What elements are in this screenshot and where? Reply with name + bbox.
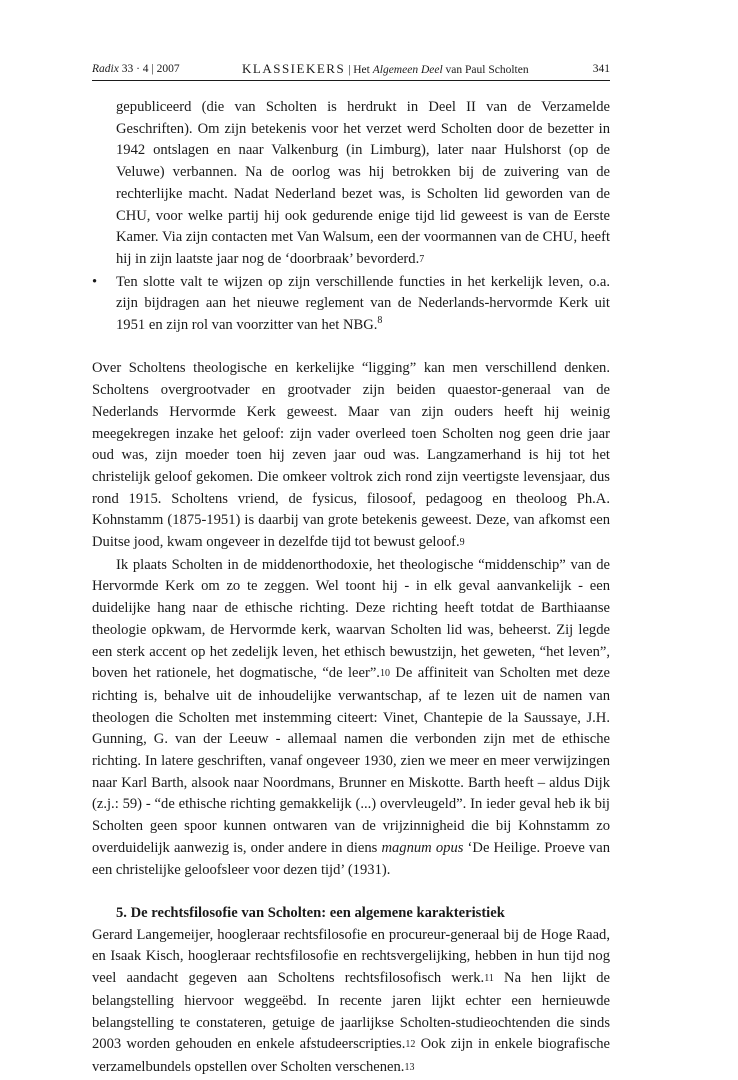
footnote-ref: 11 — [484, 973, 494, 985]
spacer — [92, 881, 610, 903]
spacer — [92, 337, 610, 359]
title-separator: | — [348, 64, 351, 76]
bullet-text — [116, 97, 610, 272]
footnote-ref: 13 — [404, 1061, 415, 1073]
paragraph-text: Ik plaats Scholten in de middenorthodoxie, het theologische “middenschip” van de Hervormde Kerk om zo te zeggen. Wel toont hij - in elk geval aanvankelijk - een duidelijke hang naar de ethische richting. Deze richting heeft totdat de Barthiaanse theologie opkwam, de Hervormde kerk, waarvan Scholten lid was, beheerst. Zij legde een sterk accent op het zedelijk leven, het ethisch bewustzijn, het geweten, “het leven”, boven het rationele, het dogmatische, “de leer”. — [92, 556, 610, 682]
bullet-item — [92, 272, 610, 337]
bullet-item — [92, 97, 610, 272]
paragraph — [92, 358, 610, 554]
article-title-prefix: Het — [353, 64, 370, 76]
paragraph-text: Over Scholtens theologische en kerkelijke “ligging” kan men verschillend denken. Scholtens overgrootvader en grootvader zijn beiden quaestor-generaal van de Nederlands Hervormde Kerk geweest. Maar van zijn ouders heeft hij weinig meegekregen inzake het geloof: zijn vader overleed toen Scholten nog geen drie jaar oud was, zijn moeder toen hij zeven jaar oud was. Langzamerhand is hij tot het christelijk geloof gekomen. Die omkeer voltrok zich rond zijn veertigste levensjaar, dus rond 1915. Scholtens vriend, de fysicus, filosoof, pedagoog en theoloog Ph.A. Kohnstamm (1875-1951) is daarbij van grote betekenis geweest. Deze, van afkomst een Duitse jood, kwam ongeveer in dezelfde tijd tot bewust geloof. — [92, 360, 610, 551]
bullet-text — [116, 272, 610, 337]
journal-issue: 33 · 4 | 2007 — [121, 63, 180, 75]
paragraph-text: Gerard Langemeijer, hoogleraar rechtsfilosofie en procureur-generaal bij de Hoge Raad, en Isaak Kisch, hoogleraar rechtsfilosofie en rechtsvergelijking, hebben in hun tijd nog veel aandacht gegeven aan Scholtens rechtsfilosofisch werk. — [92, 926, 610, 987]
header-rule — [92, 80, 610, 81]
footnote-ref: 9 — [459, 537, 465, 549]
bullet-marker: • — [92, 273, 98, 290]
footnote-ref: 12 — [405, 1039, 416, 1051]
paragraph-text: ‘De Heilige. Proeve van een christelijke geloofsleer voor dezen tijd’ (1931). — [92, 839, 611, 878]
paragraph — [92, 925, 610, 1080]
paragraph-text: Na hen lijkt de belangstelling hiervoor weggeëbd. In recente jaren lijkt echter een hernieuwde belangstelling te constateren, getuige de jaarlijkse Scholten-studieochtenden die sinds 2003 worden gehouden en enkele afstudeerscripties. — [92, 970, 610, 1053]
bullet-text-content: gepubliceerd (die van Scholten is herdrukt in Deel II van de Verzamelde Geschriften). Om zijn betekenis voor het verzet werd Scholten door de bezetter in 1942 ontslagen en naar Valkenburg (in Limburg), later naar Hulshorst (op de Veluwe) verbannen. Na de oorlog was hij betrokken bij de zuivering van de rechterlijke macht. Nadat Nederland bezet was, is Scholten lid geworden van de CHU, voor welke partij hij ook gedurende enige tijd lid geweest is van de Eerste Kamer. Via zijn contacten met Van Walsum, een der voormannen van de CHU, heeft hij in zijn laatste jaar nog de ‘doorbraak’ bevorderd. — [116, 99, 610, 267]
paragraph-text: Ook zijn in enkele biografische verzamelbundels opstellen over Scholten verschenen. — [92, 1036, 610, 1075]
section-heading: 5. De rechtsfilosofie van Scholten: een algemene karakteristiek — [116, 904, 505, 921]
journal-citation — [92, 61, 180, 77]
article-title-suffix: van Paul Scholten — [445, 64, 529, 76]
footnote-ref: 10 — [379, 668, 390, 680]
running-head — [92, 61, 610, 77]
article-title — [242, 61, 529, 78]
article-title-italic: Algemeen Deel — [372, 64, 443, 76]
series-title: KLASSIEKERS — [242, 61, 346, 76]
paragraph — [92, 555, 610, 882]
footnote-ref: 7 — [419, 253, 425, 265]
bullet-text-content: Ten slotte valt te wijzen op zijn verschillende functies in het kerkelijk leven, o.a. zijn bijdragen aan het nieuwe reglement van de Nederlands-hervormde Kerk uit 1951 en zijn rol van voorzitter van het NBG. — [116, 273, 610, 334]
paragraph-text: De affiniteit van Scholten met deze richting is, behalve uit de inhoudelijke verwantschap, af te lezen uit de namen van theologen die Scholten met instemming citeert: Vinet, Chantepie de la Saussaye, J.H. Gunning, G. van der Leeuw - allemaal namen die verbonden zijn met de ethische richting. In latere geschriften, vanaf ongeveer 1930, zien we meer en meer verwijzingen naar Karl Barth, alsook naar Noordmans, Brunner en Miskotte. Barth heeft – aldus Dijk (z.j.: 59) - “de ethische richting gemakkelijk (...) overvleugeld”. In ieder geval heb ik bij Scholten geen spoor kunnen ontwaren van de vrijzinnigheid die bij Kohnstamm zo overduidelijk aanwezig is, onder andere in diens — [92, 665, 610, 856]
page-number: 341 — [592, 63, 610, 75]
footnote-ref: 8 — [377, 315, 383, 327]
italic-term: magnum opus — [381, 839, 464, 856]
journal-name: Radix — [92, 63, 119, 75]
body-text — [92, 97, 610, 1080]
